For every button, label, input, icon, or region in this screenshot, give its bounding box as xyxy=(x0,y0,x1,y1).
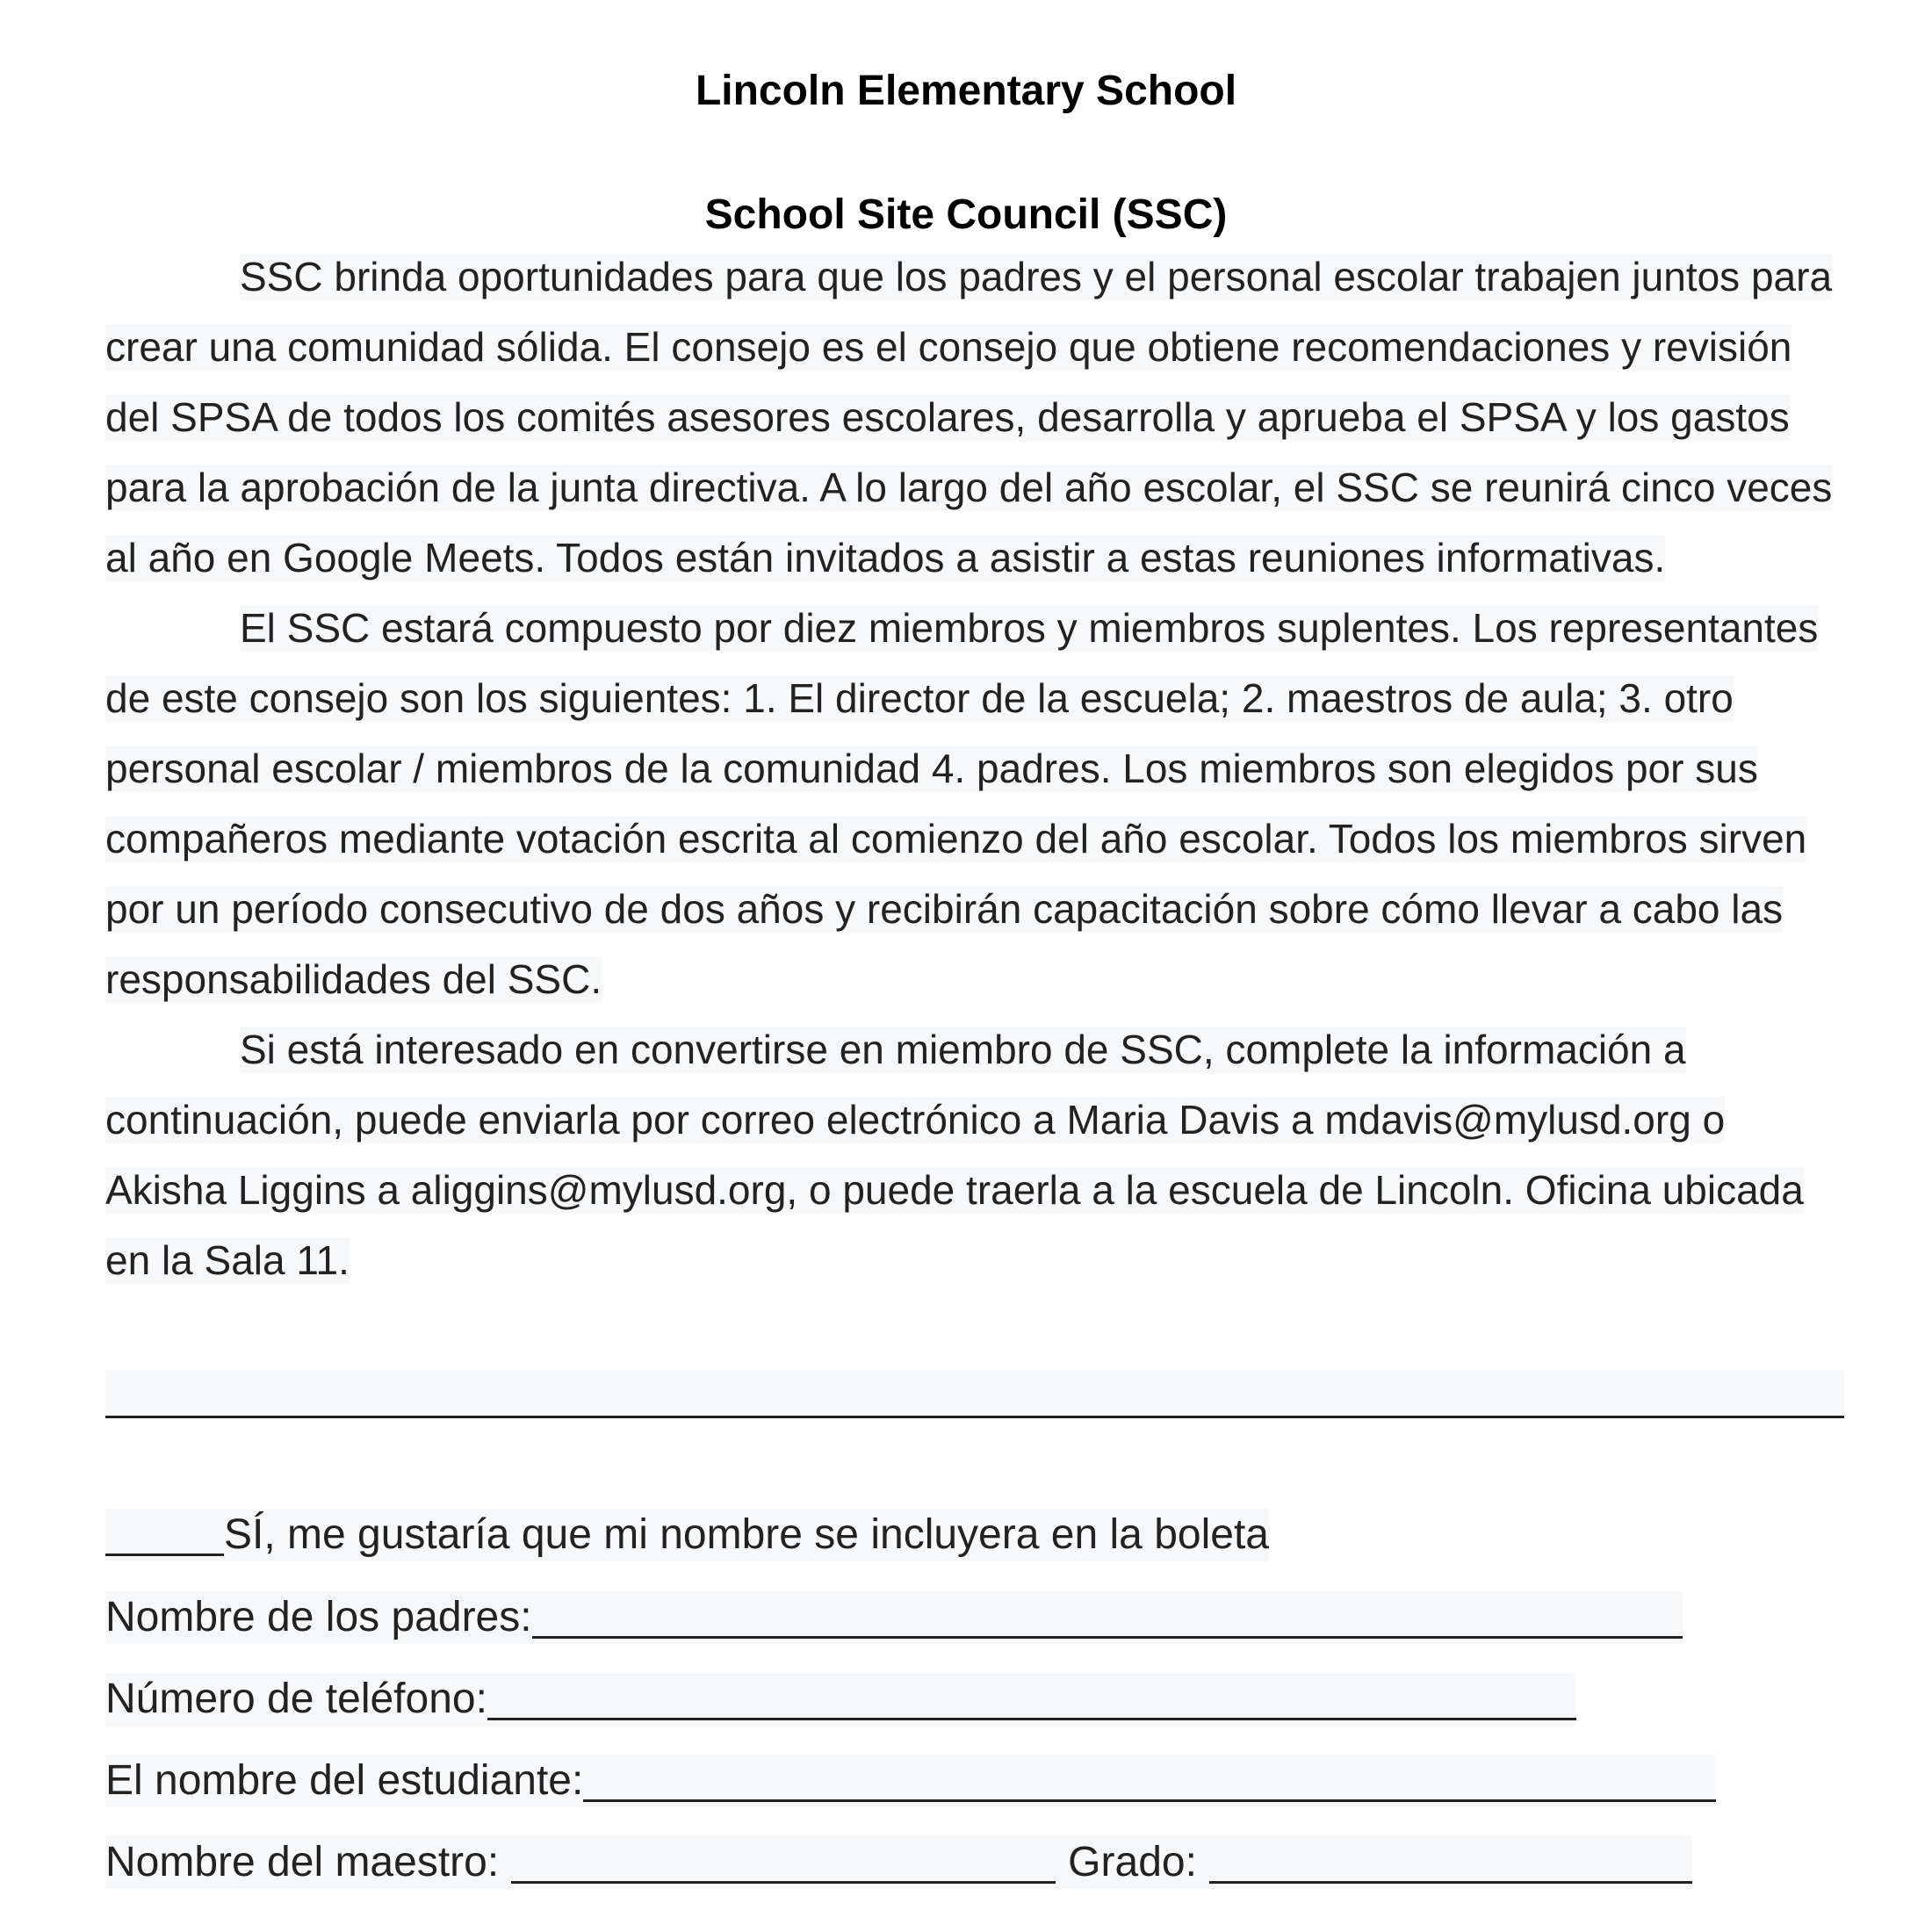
parent-name-label: Nombre de los padres: xyxy=(105,1594,532,1640)
grade-label: Grado: xyxy=(1068,1839,1197,1885)
paragraph-intro-text: SSC brinda oportunidades para que los padres y el personal escolar trabajen juntos para crear una comunidad sólida. El consejo es el consejo que obtiene recomendaciones y revisión del SPSA de todos los comités asesores escolares, desarrolla y aprueba el SPSA y los gastos para la aprobación de la junta directiva. A lo largo del año escolar, el SSC se reunirá cinco veces al año en Google Meets. Todos están invitados a asistir a estas reuniones informativas. xyxy=(105,254,1833,580)
phone-row xyxy=(105,1673,1576,1726)
body-section xyxy=(105,242,1844,1295)
school-name-heading: Lincoln Elementary School xyxy=(695,68,1237,114)
ballot-consent-blank[interactable] xyxy=(105,1515,224,1556)
teacher-grade-row xyxy=(105,1836,1692,1889)
student-name-row xyxy=(105,1755,1716,1807)
phone-label: Número de teléfono: xyxy=(105,1676,487,1722)
paragraph-contact xyxy=(105,1014,1844,1295)
divider-line xyxy=(105,1416,1844,1418)
student-name-field[interactable] xyxy=(583,1761,1716,1802)
paragraph-contact-text: Si está interesado en convertirse en miembro de SSC, complete la información a continuación, puede enviarla por correo electrónico a Maria Davis a mdavis@mylusd.org o Akisha Liggins a aliggins@mylusd.org, o puede traerla a la escuela de Lincoln. Oficina ubicada en la Sala 11. xyxy=(105,1027,1804,1283)
student-name-label: El nombre del estudiante: xyxy=(105,1757,584,1804)
phone-field[interactable] xyxy=(487,1679,1576,1720)
council-name-heading: School Site Council (SSC) xyxy=(704,191,1228,238)
section-divider xyxy=(105,1370,1844,1418)
ballot-consent-row xyxy=(105,1509,1269,1561)
ballot-consent-label: SÍ, me gustaría que mi nombre se incluyera en la boleta xyxy=(224,1511,1269,1558)
paragraph-composition xyxy=(105,593,1844,1014)
teacher-name-field[interactable] xyxy=(511,1842,1056,1884)
parent-name-field[interactable] xyxy=(532,1597,1683,1639)
parent-name-row xyxy=(105,1591,1683,1644)
paragraph-intro xyxy=(105,242,1844,593)
grade-field[interactable] xyxy=(1209,1842,1692,1884)
teacher-name-label: Nombre del maestro: xyxy=(105,1839,500,1885)
paragraph-composition-text: El SSC estará compuesto por diez miembros y miembros suplentes. Los representantes de este consejo son los siguientes: 1. El director de la escuela; 2. maestros de aula; 3. otro personal escolar / miembros de la comunidad 4. padres. Los miembros son elegidos por sus compañeros mediante votación escrita al comienzo del año escolar. Todos los miembros sirven por un período consecutivo de dos años y recibirán capacitación sobre cómo llevar a cabo las responsabilidades del SSC. xyxy=(105,605,1819,1002)
